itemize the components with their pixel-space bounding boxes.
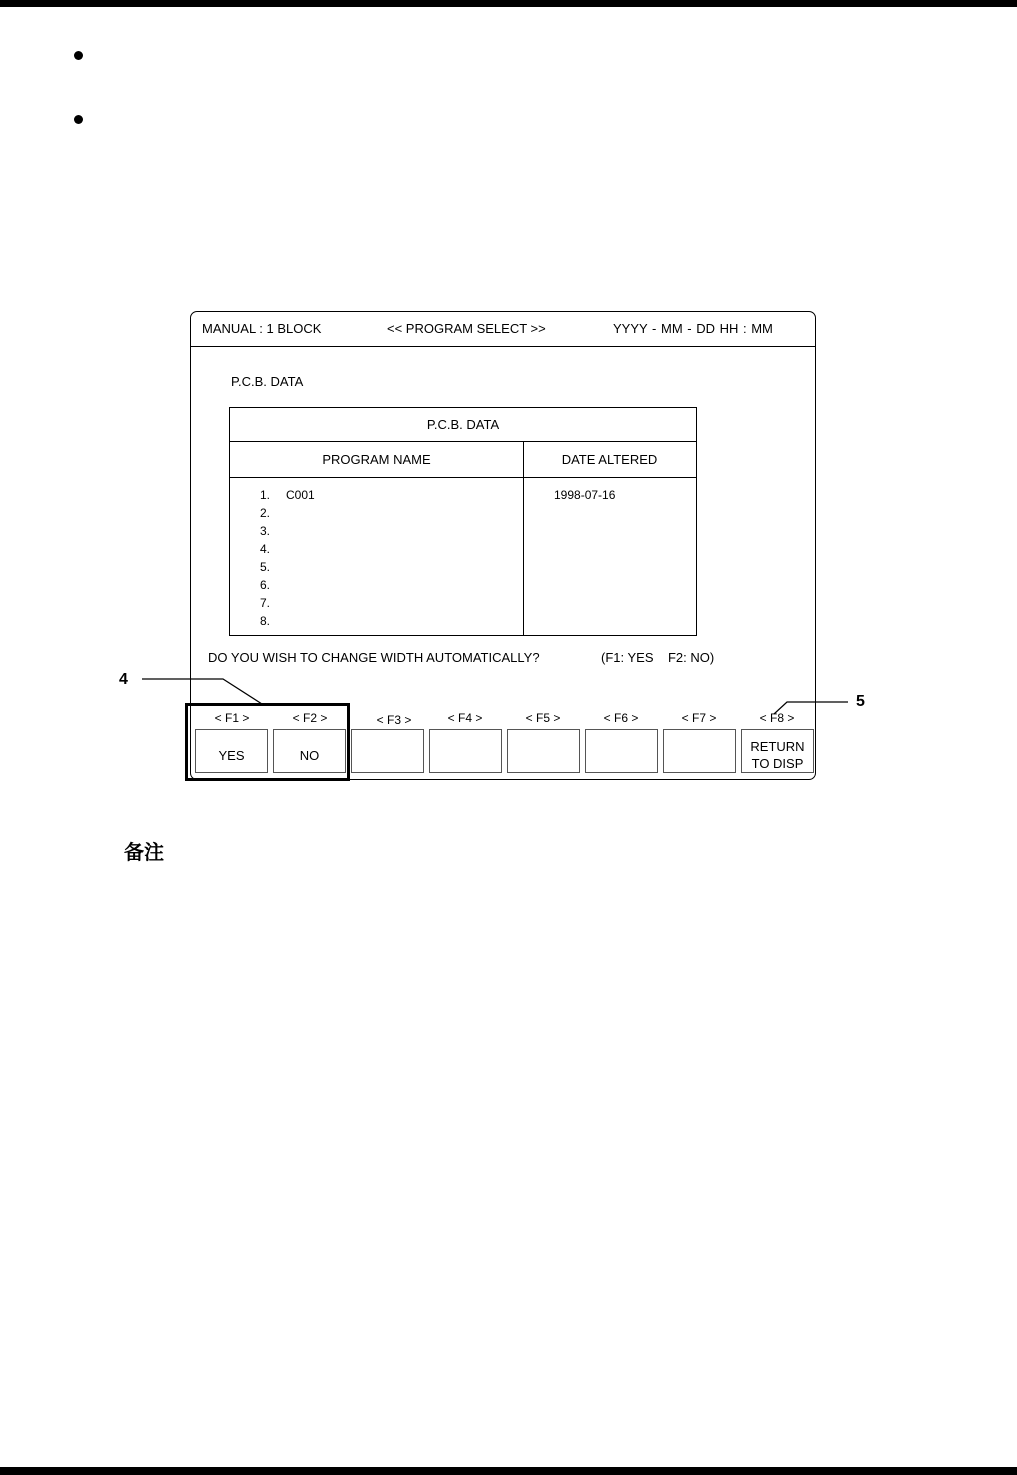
program-name: C001 bbox=[286, 488, 315, 502]
f1-yes-button[interactable]: YES bbox=[195, 729, 268, 773]
fkey-label-f3: < F3 > bbox=[376, 713, 412, 727]
row-number: 5. bbox=[259, 560, 270, 574]
screen-title: << PROGRAM SELECT >> bbox=[387, 321, 546, 336]
fkey-label-f7: < F7 > bbox=[681, 711, 717, 725]
fkey-label-f8: < F8 > bbox=[759, 711, 795, 725]
row-number: 6. bbox=[259, 578, 270, 592]
fkey-label-f1: < F1 > bbox=[214, 711, 250, 725]
section-label: P.C.B. DATA bbox=[231, 374, 304, 389]
column-header-program-name: PROGRAM NAME bbox=[322, 452, 431, 467]
f8-return-to-disp-button[interactable]: RETURN TO DISP bbox=[741, 729, 814, 773]
confirmation-prompt: DO YOU WISH TO CHANGE WIDTH AUTOMATICALLY? bbox=[208, 650, 540, 665]
date-altered: 1998-07-16 bbox=[554, 488, 616, 502]
row-number: 2. bbox=[259, 506, 270, 520]
prompt-key-hint: (F1: YES F2: NO) bbox=[601, 650, 715, 665]
row-number: 4. bbox=[259, 542, 270, 556]
fkey-label-f6: < F6 > bbox=[603, 711, 639, 725]
callout-number-5: 5 bbox=[856, 693, 865, 710]
fkey-label-f5: < F5 > bbox=[525, 711, 561, 725]
row-number: 8. bbox=[259, 614, 270, 628]
bottom-rule bbox=[0, 1467, 1017, 1475]
mode-indicator: MANUAL : 1 BLOCK bbox=[202, 321, 322, 336]
note-heading: 备注 bbox=[124, 840, 164, 864]
fkey-label-f4: < F4 > bbox=[447, 711, 483, 725]
f2-no-button[interactable]: NO bbox=[273, 729, 346, 773]
fkey-label-f2: < F2 > bbox=[292, 711, 328, 725]
column-header-date-altered: DATE ALTERED bbox=[561, 452, 658, 467]
table-title: P.C.B. DATA bbox=[230, 408, 696, 442]
row-number: 7. bbox=[259, 596, 270, 610]
datetime-display: YYYY - MM - DD HH : MM bbox=[613, 321, 773, 336]
callout-number-4: 4 bbox=[119, 671, 128, 688]
row-number: 3. bbox=[259, 524, 270, 538]
row-number: 1. bbox=[259, 488, 270, 502]
